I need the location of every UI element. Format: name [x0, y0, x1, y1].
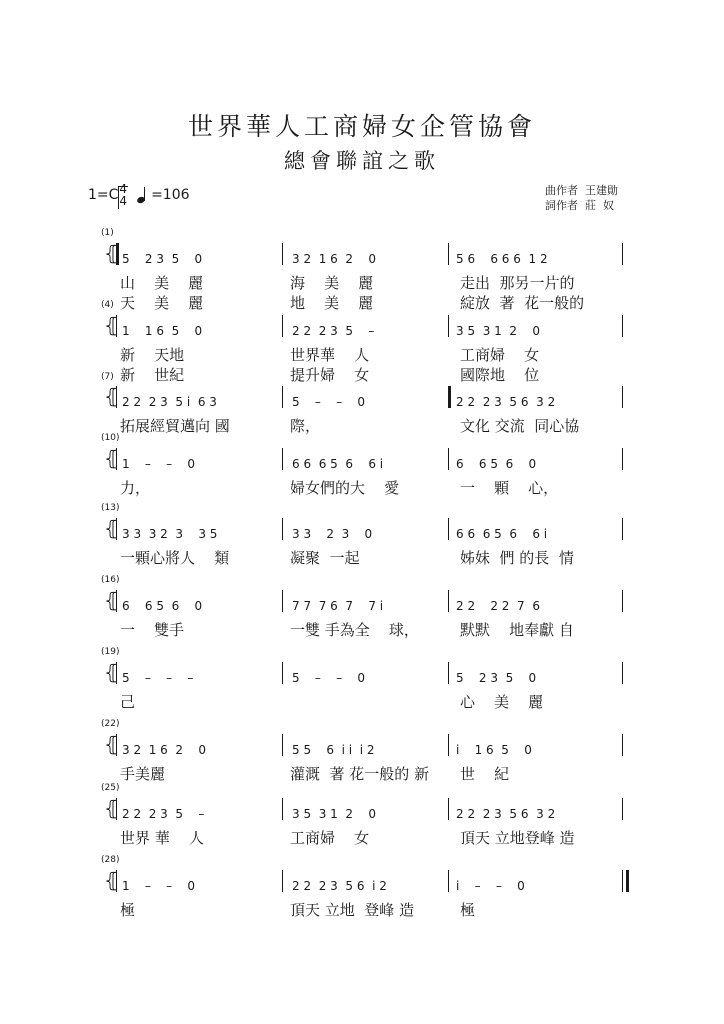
barline	[116, 662, 117, 684]
lyrics-line-verse-2	[120, 364, 630, 385]
measure-number: (4)	[101, 300, 114, 310]
lyric-segment: 地 美 麗	[290, 294, 374, 312]
barline	[282, 315, 283, 337]
barline	[448, 315, 449, 337]
lyric-segment	[290, 691, 460, 712]
lyric-segment: 世界 華 人	[120, 829, 204, 847]
measure-notes: 5 – – 0	[292, 671, 366, 685]
barline	[116, 315, 117, 337]
measure	[292, 867, 424, 897]
lyric-segment: 姊妹 們 的長 情	[460, 549, 574, 567]
notation-line	[104, 312, 628, 342]
lyrics-line	[120, 547, 630, 568]
measure-notes: 6 6 6 5 6 6 i	[456, 527, 548, 541]
lyric-segment: 極	[120, 901, 136, 919]
lyric-segment: 灌溉 著 花一般的 新	[290, 765, 430, 783]
barline	[622, 448, 623, 470]
measure	[122, 445, 274, 475]
key-signature: 1=C	[88, 187, 119, 203]
measure-notes: 2 2 2 3 5 i 6 3	[122, 395, 217, 409]
barline	[448, 590, 449, 612]
quarter-note-icon	[137, 187, 149, 203]
barline	[622, 870, 623, 892]
repeat-brace-icon: ⦃	[104, 660, 119, 684]
measure-number: (10)	[101, 433, 120, 443]
lyric-segment: 一顆心將人 類	[120, 549, 230, 567]
barline	[282, 448, 283, 470]
measure-notes: 6 6 6 5 6 6 i	[292, 457, 384, 471]
barline	[282, 518, 283, 540]
measure-notes: 3 3 2 3 0	[292, 527, 373, 541]
measure-notes: 5 – – –	[122, 671, 194, 685]
measure	[456, 795, 609, 825]
barline	[282, 798, 283, 820]
measure	[122, 795, 274, 825]
lyric-segment: 拓展經貿邁向 國	[120, 417, 230, 435]
measure-notes: 3 5 3 1 2 0	[292, 807, 376, 821]
barline	[282, 662, 283, 684]
measure	[456, 240, 609, 270]
lyric-segment: 海 美 麗	[290, 274, 374, 292]
repeat-brace-icon: ⦃	[104, 516, 119, 540]
lyric-segment: 綻放 著 花一般的	[460, 294, 585, 312]
notation-line	[104, 240, 628, 270]
lyric-segment: 提升婦 女	[290, 366, 370, 384]
measure	[456, 445, 609, 475]
measure-notes: 7 7 7 6 7 7 i	[292, 599, 384, 613]
lyric-segment: 頂天 立地登峰 造	[460, 829, 575, 847]
lyric-segment: 世界華 人	[290, 346, 370, 364]
measure	[292, 445, 424, 475]
barline	[116, 448, 117, 470]
measure-notes: 6 6 5 6 0	[456, 457, 537, 471]
measure-notes: 5 5 6 i i i 2	[292, 743, 375, 757]
lyrics-line	[120, 272, 630, 293]
time-signature: 4 4	[119, 182, 128, 208]
repeat-brace-icon: ⦃	[104, 446, 119, 470]
notation-line	[104, 659, 628, 689]
measure-number: (19)	[101, 647, 120, 657]
measure	[456, 515, 609, 545]
barline	[116, 518, 117, 540]
lyricist-credit: 詞作者 莊 奴	[545, 199, 614, 212]
repeat-brace-icon: ⦃	[104, 313, 119, 337]
lyric-segment: 國際地 位	[460, 366, 540, 384]
measure	[292, 383, 424, 413]
measure-notes: 2 2 2 2 7 6	[456, 599, 540, 613]
lyric-segment: 天 美 麗	[120, 294, 204, 312]
lyric-segment: 工商婦 女	[460, 346, 540, 364]
measure-number: (13)	[101, 503, 120, 513]
lyric-segment: 一 顆 心，	[460, 479, 559, 497]
notation-line	[104, 445, 628, 475]
barline	[116, 798, 117, 820]
measure-number: (25)	[101, 783, 120, 793]
page-title: 世界華人工商婦女企管協會	[187, 112, 536, 141]
barline	[116, 734, 117, 756]
repeat-brace-icon: ⦃	[104, 588, 119, 612]
barline	[622, 315, 623, 337]
barline	[282, 734, 283, 756]
repeat-brace-icon: ⦃	[104, 868, 119, 892]
lyrics-line	[120, 619, 630, 640]
measure-notes: 2 2 2 3 5 6 i 2	[292, 879, 387, 893]
lyric-segment: 力，	[120, 479, 151, 497]
measure	[456, 659, 609, 689]
notation-line	[104, 587, 628, 617]
barline	[116, 386, 117, 408]
barline	[116, 870, 117, 892]
barline	[448, 448, 449, 470]
repeat-brace-icon: ⦃	[104, 241, 119, 265]
measure-notes: 5 6 6 6 6 1 2	[456, 252, 548, 266]
measure-notes: 3 3 3 2 3 3 5	[122, 527, 218, 541]
measure-number: (22)	[101, 719, 120, 729]
barline	[622, 386, 623, 408]
lyrics-line	[120, 691, 630, 712]
measure	[122, 312, 274, 342]
measure	[292, 240, 424, 270]
barline	[448, 518, 449, 540]
barline	[282, 590, 283, 612]
measure-notes: 2 2 2 3 5 –	[292, 324, 375, 338]
lyric-segment: 手美麗	[120, 765, 166, 783]
composer-credit: 曲作者 王建勛	[545, 184, 618, 197]
barline	[448, 662, 449, 684]
measure	[122, 240, 274, 270]
measure	[292, 731, 424, 761]
key-and-tempo	[88, 183, 190, 207]
measure	[292, 312, 424, 342]
notation-line	[104, 515, 628, 545]
measure-number: (16)	[101, 575, 120, 585]
measure	[456, 731, 609, 761]
barline	[622, 662, 623, 684]
barline	[448, 798, 449, 820]
lyrics-line-verse-2	[120, 292, 630, 313]
lyrics-line	[120, 415, 630, 436]
measure	[122, 867, 274, 897]
repeat-brace-icon: ⦃	[104, 796, 119, 820]
measure-notes: 3 2 1 6 2 0	[292, 252, 376, 266]
measure-notes: 6 6 5 6 0	[122, 599, 203, 613]
measure	[292, 515, 424, 545]
measure-notes: 3 2 1 6 2 0	[122, 743, 206, 757]
measure-notes: 1 – – 0	[122, 879, 196, 893]
notation-line	[104, 867, 628, 897]
measure	[456, 383, 609, 413]
measure	[456, 867, 609, 897]
notation-line	[104, 795, 628, 825]
measure-notes: i – – 0	[456, 879, 525, 893]
measure-notes: 1 – – 0	[122, 457, 196, 471]
measure-notes: 5 – – 0	[292, 395, 366, 409]
barline	[448, 386, 451, 408]
barline	[622, 243, 623, 265]
lyric-segment: 己	[120, 693, 136, 711]
measure	[122, 383, 274, 413]
lyrics-line	[120, 763, 630, 784]
measure-notes: 1 1 6 5 0	[122, 324, 203, 338]
score-row	[0, 855, 724, 957]
barline	[622, 798, 623, 820]
lyric-segment: 極	[460, 901, 476, 919]
barline	[116, 590, 117, 612]
measure	[456, 312, 609, 342]
measure	[292, 587, 424, 617]
barline	[448, 870, 449, 892]
lyric-segment: 新 世紀	[120, 366, 185, 384]
measure	[122, 731, 274, 761]
barline	[282, 243, 283, 265]
measure-notes: 5 2 3 5 0	[122, 252, 203, 266]
measure-notes: 3 5 3 1 2 0	[456, 324, 540, 338]
barline	[622, 734, 623, 756]
lyric-segment: 走出 那另一片的	[460, 274, 575, 292]
measure-notes: 2 2 2 3 5 6 3 2	[456, 807, 556, 821]
barline	[282, 870, 283, 892]
final-barline	[626, 870, 629, 892]
measure	[456, 587, 609, 617]
page-subtitle: 總會聯誼之歌	[284, 149, 440, 173]
barline	[282, 386, 283, 408]
measure-number: (1)	[101, 228, 114, 238]
measure-notes: i 1 6 5 0	[456, 743, 532, 757]
lyric-segment: 世 紀	[460, 765, 510, 783]
barline	[448, 243, 449, 265]
lyric-segment: 文化 交流 同心協	[460, 417, 580, 435]
lyric-segment: 新 天地	[120, 346, 185, 364]
lyric-segment: 默默 地奉獻 自	[460, 621, 574, 639]
lyric-segment: 工商婦 女	[290, 829, 370, 847]
measure	[122, 587, 274, 617]
lyric-segment: 頂天 立地 登峰 造	[290, 901, 415, 919]
lyrics-line	[120, 899, 630, 920]
barline	[622, 590, 623, 612]
barline	[622, 518, 623, 540]
lyric-segment: 一雙 手為全 球，	[290, 621, 419, 639]
measure-number: (28)	[101, 855, 120, 865]
lyrics-line	[120, 477, 630, 498]
lyric-segment: 山 美 麗	[120, 274, 204, 292]
measure	[292, 659, 424, 689]
lyric-segment: 際，	[290, 417, 321, 435]
lyrics-line	[120, 827, 630, 848]
measure-notes: 2 2 2 3 5 6 3 2	[456, 395, 556, 409]
notation-line	[104, 383, 628, 413]
measure	[292, 795, 424, 825]
measure-notes: 2 2 2 3 5 –	[122, 807, 205, 821]
repeat-brace-icon: ⦃	[104, 732, 119, 756]
barline	[116, 243, 119, 265]
barline	[448, 734, 449, 756]
lyric-segment: 婦女們的大 愛	[290, 479, 400, 497]
measure-number: (7)	[101, 372, 114, 382]
lyric-segment: 一 雙手	[120, 621, 185, 639]
notation-line	[104, 731, 628, 761]
lyric-segment: 凝聚 一起	[290, 549, 360, 567]
measure-notes: 5 2 3 5 0	[456, 671, 537, 685]
repeat-brace-icon: ⦃	[104, 384, 119, 408]
measure	[122, 659, 274, 689]
lyric-segment: 心 美 麗	[460, 693, 544, 711]
credits	[545, 183, 618, 213]
measure	[122, 515, 274, 545]
lyrics-line	[120, 344, 630, 365]
tempo: =106	[151, 187, 190, 203]
